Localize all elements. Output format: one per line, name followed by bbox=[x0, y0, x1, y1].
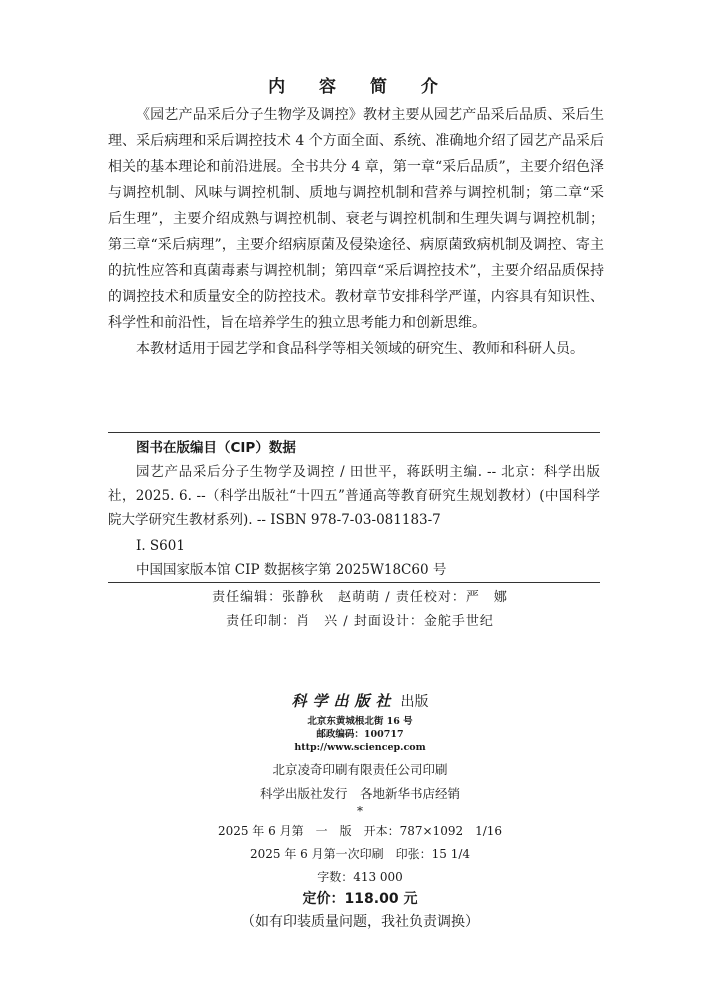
cip-catalog-number: 中国国家版本馆 CIP 数据核字第 2025W18C60 号 bbox=[136, 562, 447, 578]
spec-row-edition bbox=[0, 820, 720, 843]
price: 定价：118.00 元 bbox=[302, 891, 418, 907]
cip-bottom-divider bbox=[108, 582, 600, 583]
publisher-line bbox=[0, 690, 720, 711]
book-specs bbox=[0, 820, 720, 889]
cip-section bbox=[108, 436, 600, 582]
publisher-postcode: 邮政编码：100717 bbox=[316, 729, 404, 740]
distribution-info: 科学出版社发行 各地新华书店经销 bbox=[259, 786, 460, 801]
spec-row-printing bbox=[0, 843, 720, 866]
publisher-name: 科学出版社 bbox=[291, 692, 397, 710]
page-title: 内 容 简 介 bbox=[268, 77, 452, 97]
separator-star: * bbox=[357, 804, 363, 818]
printer-name: 北京凌奇印刷有限责任公司印刷 bbox=[272, 762, 448, 777]
cip-classification: Ⅰ. S601 bbox=[136, 538, 185, 554]
word-count: 字数：413 000 bbox=[317, 870, 403, 884]
printing-info bbox=[0, 758, 720, 806]
quality-notice: （如有印装质量问题，我社负责调换） bbox=[241, 914, 479, 930]
publisher-website: http://www.sciencep.com bbox=[294, 742, 426, 753]
cip-heading: 图书在版编目（CIP）数据 bbox=[136, 440, 296, 456]
cip-top-divider bbox=[108, 432, 600, 433]
format-info: 开本：787×1092 1/16 bbox=[363, 824, 503, 838]
spec-row-words bbox=[0, 866, 720, 889]
publisher-contact bbox=[0, 715, 720, 754]
intro-paragraph-1: 《园艺产品采后分子生物学及调控》教材主要从园艺产品采后品质、采后生理、采后病理和采后调控技术 4 个方面全面、系统、准确地介绍了园艺产品采后相关的基本理论和前沿进展。全书共分 4 章，第一章“采后品质”，主要介绍色泽与调控机制、风味与调控机制、质地与调控机制和营养与调控机制；第二章“采后生理”，主要介绍成熟与调控机制、衰老与调控机制和生理失调与调控机制；第三章“采后病理”，主要介绍病原菌及侵染途径、病原菌致病机制及调控、寄主的抗性应答和真菌毒素与调控机制；第四章“采后调控技术”，主要介绍品质保持的调控技术和质量安全的防控技术。教材章节安排科学严谨，内容具有知识性、科学性和前沿性，旨在培养学生的独立思考能力和创新思维。 bbox=[108, 107, 604, 331]
publisher-address: 北京东黄城根北街 16 号 bbox=[307, 716, 413, 727]
edition-info: 2025 年 6 月第 一 版 bbox=[217, 824, 352, 838]
credits-production: 责任印制：肖 兴 / 封面设计：金舵手世纪 bbox=[226, 614, 494, 629]
intro-paragraph-2: 本教材适用于园艺学和食品科学等相关领域的研究生、教师和科研人员。 bbox=[136, 341, 584, 357]
sheets-info: 印张：15 1/4 bbox=[395, 847, 471, 861]
cip-entry: 园艺产品采后分子生物学及调控 / 田世平，蒋跃明主编. -- 北京：科学出版社，2025. 6. --（科学出版社“十四五”普通高等教育研究生规划教材）(中国科学院大学研究生教材系列). -- ISBN 978-7-03-081183-7 bbox=[108, 464, 600, 528]
intro-section bbox=[108, 102, 604, 362]
credits bbox=[0, 586, 720, 634]
printing-date: 2025 年 6 月第一次印刷 bbox=[249, 847, 384, 861]
credits-editors: 责任编辑：张静秋 赵萌萌 / 责任校对：严 娜 bbox=[212, 590, 508, 605]
publisher-suffix: 出版 bbox=[400, 694, 429, 710]
